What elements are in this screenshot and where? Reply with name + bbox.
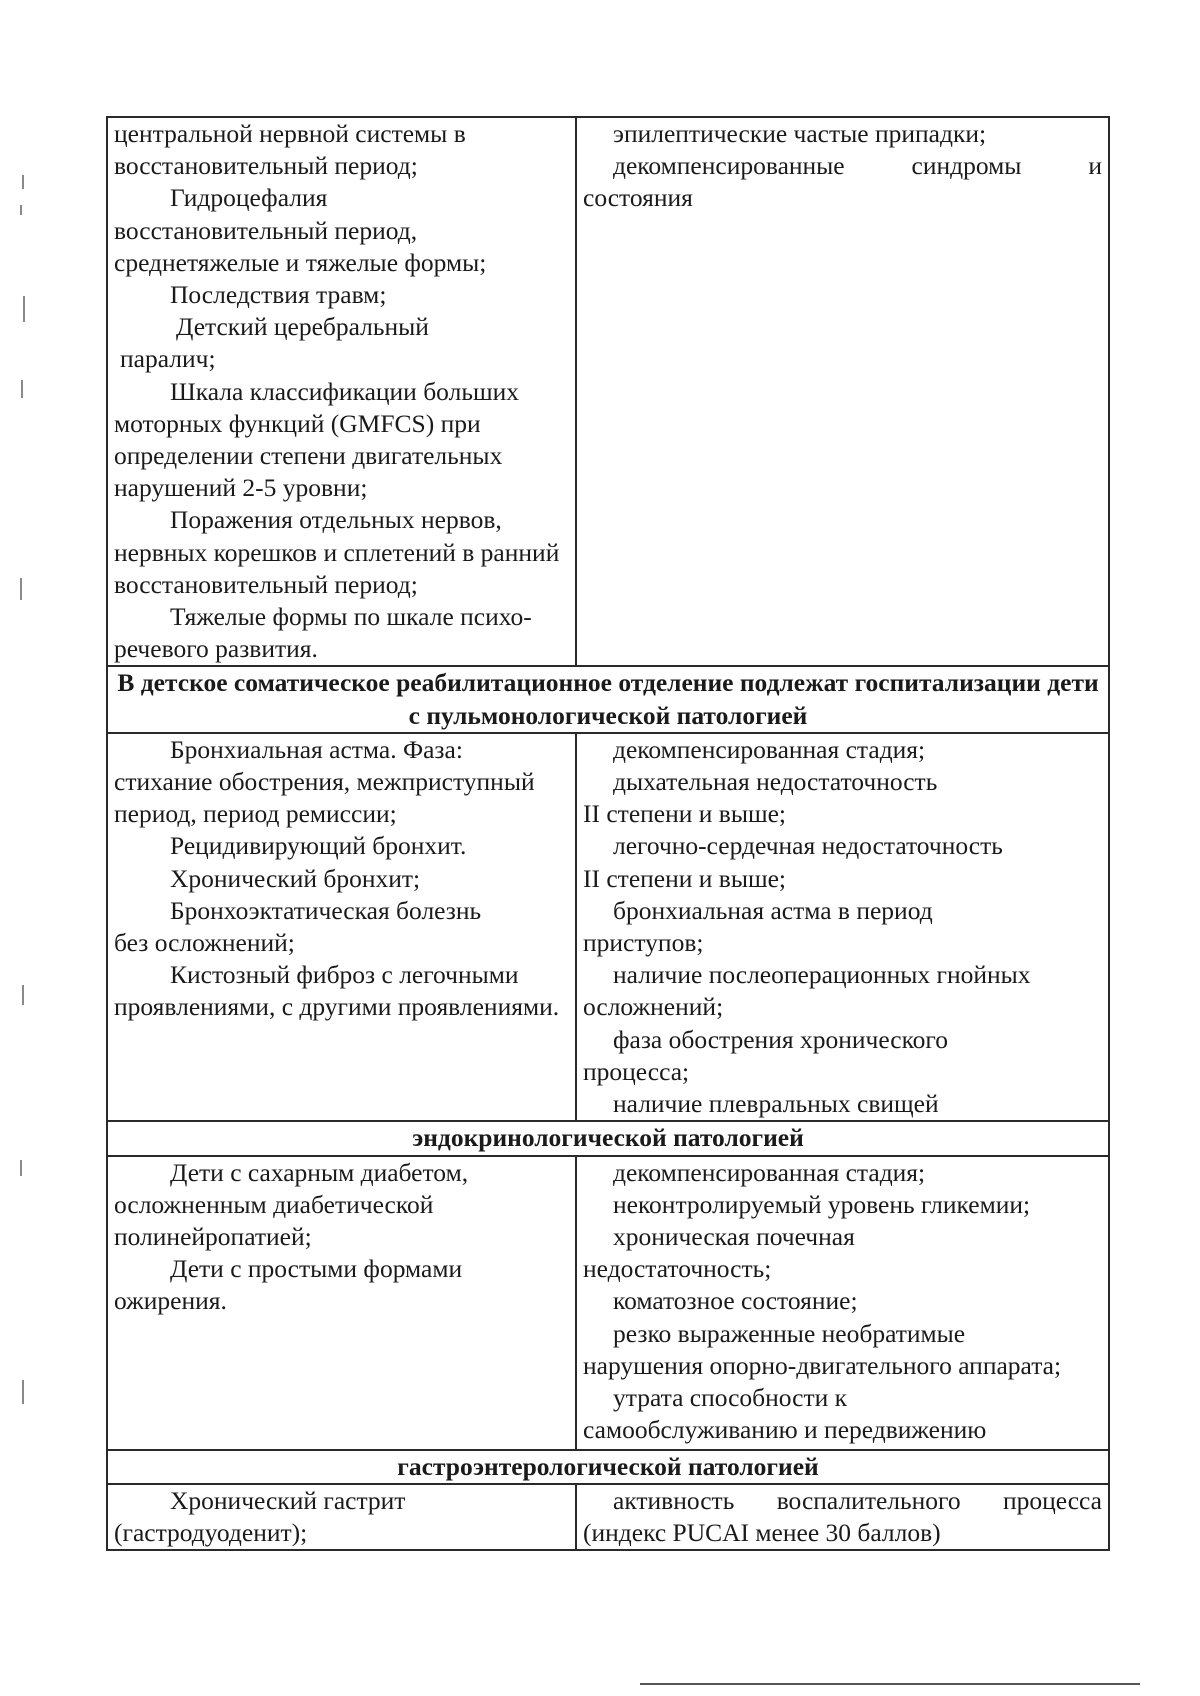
scan-artifact [20,205,22,215]
list-item: Дети с простыми формами [170,1254,463,1284]
list-item: Хронический гастрит [170,1485,406,1515]
list-item: бронхиальная астма в период [613,895,933,925]
list-item: декомпенсированная стадия; [613,734,926,764]
contraindications-cell [576,1484,1109,1550]
list-item: недостаточность; [583,1254,772,1284]
list-item: наличие плевральных свищей [613,1089,939,1119]
list-item: самообслуживанию и передвижению [583,1415,987,1445]
list-item: Тяжелые формы по шкале психо-речевого развития. [114,602,532,664]
scan-artifact [20,578,22,600]
table-row [107,1121,1109,1155]
list-item: неконтролируемый уровень гликемии; [613,1189,1031,1219]
list-item: II степени и выше; [583,863,787,893]
list-item: наличие послеоперационных гнойных [613,960,1031,990]
list-item: без осложнений; [114,928,295,958]
admission-criteria-table [106,116,1110,1551]
list-item: стихание обострения, межприступный период, период ремиссии; [114,767,535,829]
list-item: коматозное состояние; [613,1286,858,1316]
list-item: фаза обострения хронического [613,1024,949,1054]
list-item: эпилептические частые припадки; [613,119,987,148]
indications-cell [107,1484,576,1550]
list-item: ожирения. [114,1286,227,1316]
list-item: Бронхоэктатическая болезнь [170,895,482,925]
scan-artifact [22,1380,24,1404]
list-item: Хронический бронхит; [170,863,421,893]
contraindications-cell [576,1156,1109,1450]
list-item: Кистозный фиброз с легочными [170,960,519,990]
table-row [107,1156,1109,1450]
list-item: паралич; [120,344,216,374]
list-item: (гастродуоденит); [114,1517,308,1547]
scan-artifact [22,175,24,189]
list-item: Шкала классификации больших моторных функций (GMFCS) при определении степени двигательных нарушений 2-5 уровни; [114,376,519,503]
list-item: II степени и выше; [583,799,787,829]
list-item: проявлениями, с другими проявлениями. [114,992,560,1022]
section-heading: гастроэнтерологической патологией [107,1450,1109,1484]
list-item: осложнений; [583,992,724,1022]
list-item: хроническая почечная [613,1221,855,1251]
list-item: активность воспалительного процесса [613,1485,1102,1515]
list-item: Дети с сахарным диабетом, [170,1157,469,1187]
indications-cell [107,733,576,1121]
contraindications-cell [576,733,1109,1121]
page-edge-line [640,1683,1140,1685]
list-item: процесса; [583,1056,690,1086]
list-item: (индекс PUCAI менее 30 баллов) [583,1517,941,1547]
table-row [107,117,1109,666]
list-item: Гидроцефалия [170,183,328,213]
list-item: приступов; [583,928,704,958]
indications-cell [107,117,576,666]
list-item: состояния [583,183,693,213]
list-item: резко выраженные необратимые [613,1318,966,1348]
contraindications-cell [576,117,1109,666]
table-row [107,733,1109,1121]
indications-cell [107,1156,576,1450]
scan-artifact [20,1160,22,1176]
list-item: Последствия травм; [170,280,387,310]
list-item: Детский церебральный [176,312,429,342]
list-item: центральной нервной системы в восстановительный период; [114,119,466,181]
list-item: легочно-сердечная недостаточность [613,831,1003,861]
section-heading: В детское соматическое реабилитационное отделение подлежат госпитализации дети с пульмонологической патологией [107,666,1109,732]
table-row [107,666,1109,732]
scan-artifact [22,985,24,1005]
list-item: утрата способности к [613,1382,848,1412]
list-item: нарушения опорно-двигательного аппарата; [583,1350,1062,1380]
list-item: Поражения отдельных нервов, нервных корешков и сплетений в ранний восстановительный период; [114,505,560,599]
list-item: восстановительный период, среднетяжелые и тяжелые формы; [114,215,487,277]
list-item: дыхательная недостаточность [613,767,938,797]
list-item: Рецидивирующий бронхит. [170,831,467,861]
table-row [107,1484,1109,1550]
table-row [107,1450,1109,1484]
scan-artifact [23,296,25,322]
section-heading: эндокринологической патологией [107,1121,1109,1155]
list-item: декомпенсированная стадия; [613,1157,926,1187]
list-item: декомпенсированные синдромы и [613,151,1102,181]
list-item: Бронхиальная астма. Фаза: [170,734,463,764]
list-item: осложненным диабетической полинейропатией; [114,1189,434,1251]
scan-artifact [21,380,23,398]
